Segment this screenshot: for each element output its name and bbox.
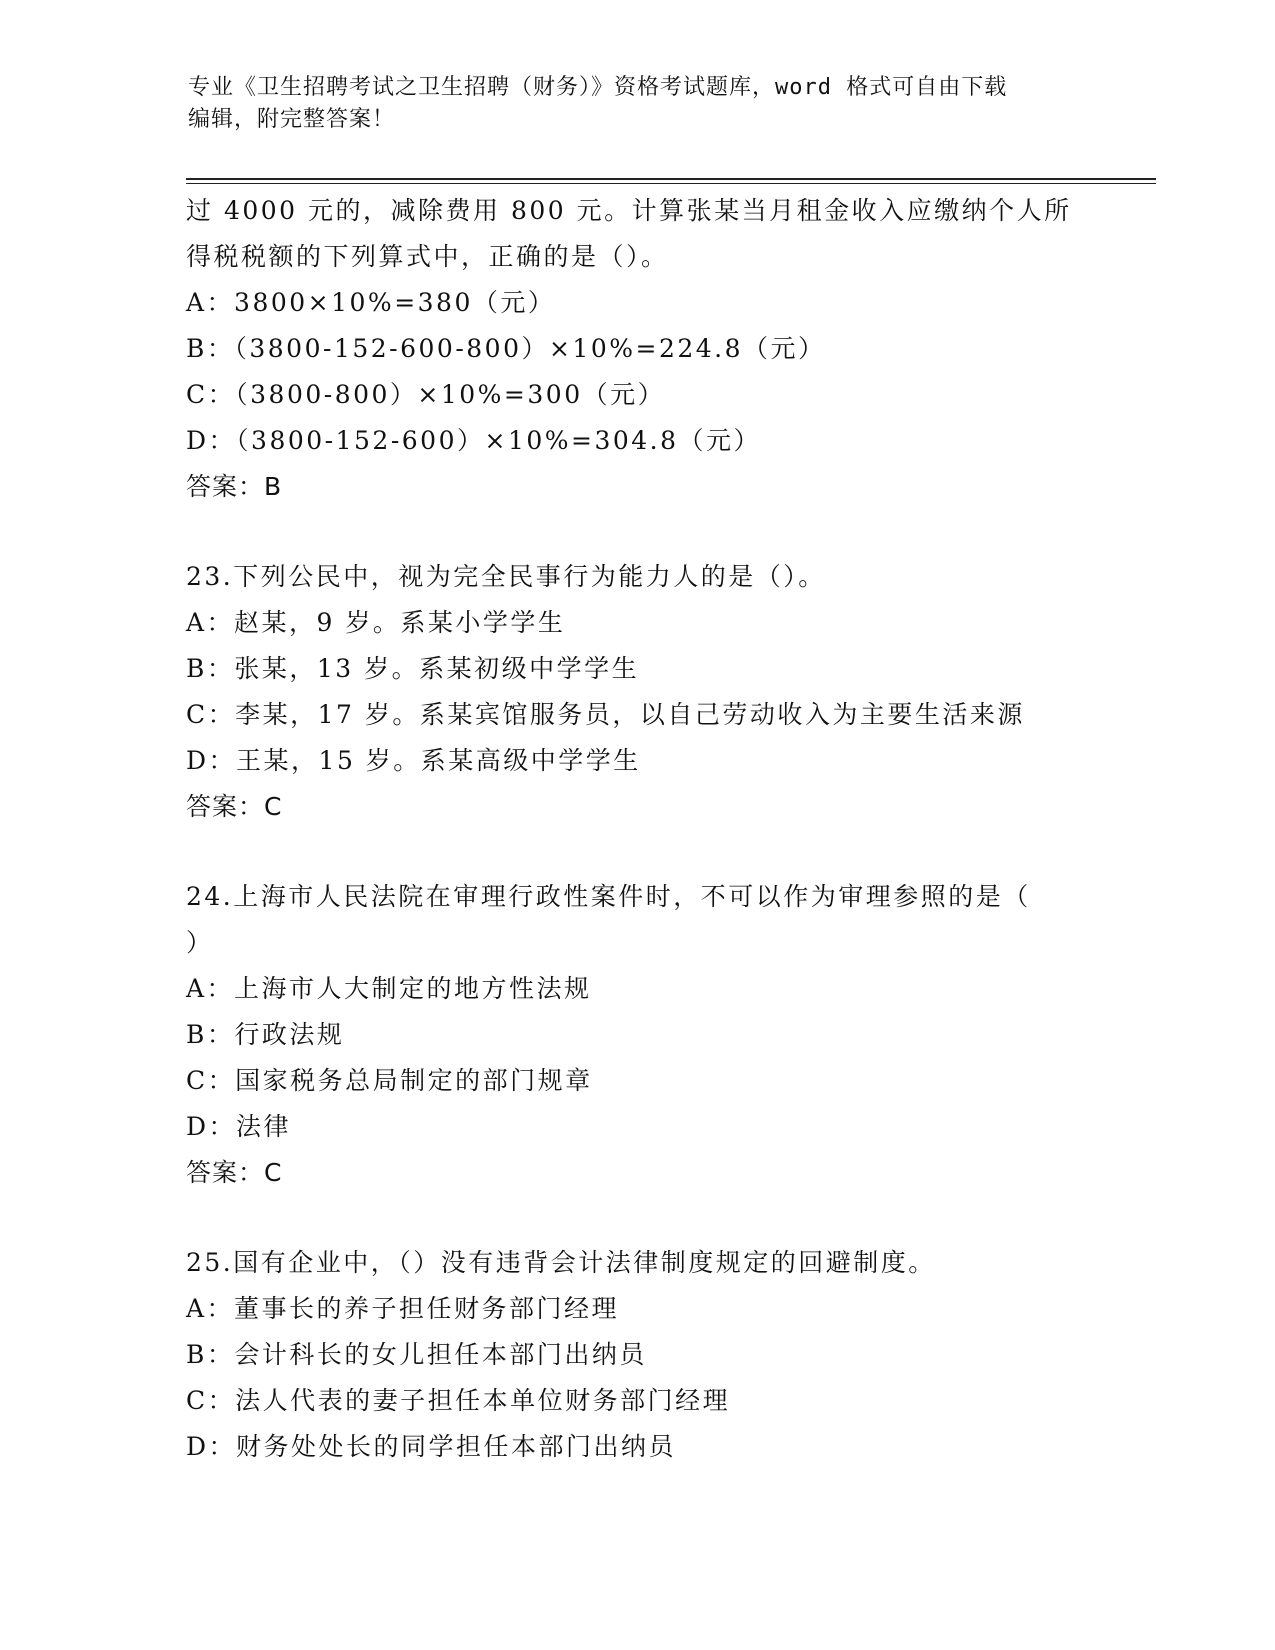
question-text-line: 23.下列公民中，视为完全民事行为能力人的是（）。 — [186, 562, 826, 591]
option-d: D：法律 — [186, 1112, 292, 1141]
option-a: A：赵某，9 岁。系某小学学生 — [186, 608, 566, 637]
document-header — [188, 72, 1088, 136]
spacer — [186, 510, 1086, 554]
header-divider-thin — [186, 183, 1156, 184]
option-c: C：（3800-800）×10%=300（元） — [186, 380, 666, 409]
option-b: B：（3800-152-600-800）×10%=224.8（元） — [186, 334, 826, 363]
option-d: D：财务处处长的同学担任本部门出纳员 — [186, 1432, 677, 1461]
question-text-line: 24.上海市人民法院在审理行政性案件时，不可以作为审理参照的是（ — [186, 882, 1031, 911]
option-c: C：李某，17 岁。系某宾馆服务员，以自己劳动收入为主要生活来源 — [186, 700, 1025, 729]
spacer — [186, 830, 1086, 874]
header-divider-thick — [186, 178, 1156, 180]
header-line-1: 专业《卫生招聘考试之卫生招聘（财务）》资格考试题库，word 格式可自由下载 — [188, 75, 1008, 100]
option-c: C：国家税务总局制定的部门规章 — [186, 1066, 593, 1095]
option-d: D：王某，15 岁。系某高级中学学生 — [186, 746, 641, 775]
option-b: B：张某，13 岁。系某初级中学学生 — [186, 654, 640, 683]
question-text-line: 得税税额的下列算式中，正确的是（）。 — [186, 242, 669, 271]
spacer — [186, 1196, 1086, 1240]
question-block-25 — [186, 1240, 1086, 1470]
option-a: A：上海市人大制定的地方性法规 — [186, 974, 592, 1003]
answer-line: 答案：C — [186, 792, 283, 821]
option-b: B：行政法规 — [186, 1020, 345, 1049]
question-block-23 — [186, 554, 1086, 830]
option-a: A：3800×10%=380（元） — [186, 288, 556, 317]
option-d: D：（3800-152-600）×10%=304.8（元） — [186, 426, 762, 455]
option-b: B：会计科长的女儿担任本部门出纳员 — [186, 1340, 647, 1369]
option-c: C：法人代表的妻子担任本单位财务部门经理 — [186, 1386, 731, 1415]
question-block-prev — [186, 188, 1086, 510]
question-list — [186, 188, 1086, 1470]
question-text-line: 25.国有企业中，（）没有违背会计法律制度规定的回避制度。 — [186, 1248, 936, 1277]
option-a: A：董事长的养子担任财务部门经理 — [186, 1294, 620, 1323]
question-text-line: ） — [186, 928, 214, 957]
header-line-2: 编辑，附完整答案！ — [188, 107, 396, 132]
question-block-24 — [186, 874, 1086, 1196]
answer-line: 答案：B — [186, 472, 283, 501]
question-text-line: 过 4000 元的，减除费用 800 元。计算张某当月租金收入应缴纳个人所 — [186, 196, 1072, 225]
answer-line: 答案：C — [186, 1158, 283, 1187]
